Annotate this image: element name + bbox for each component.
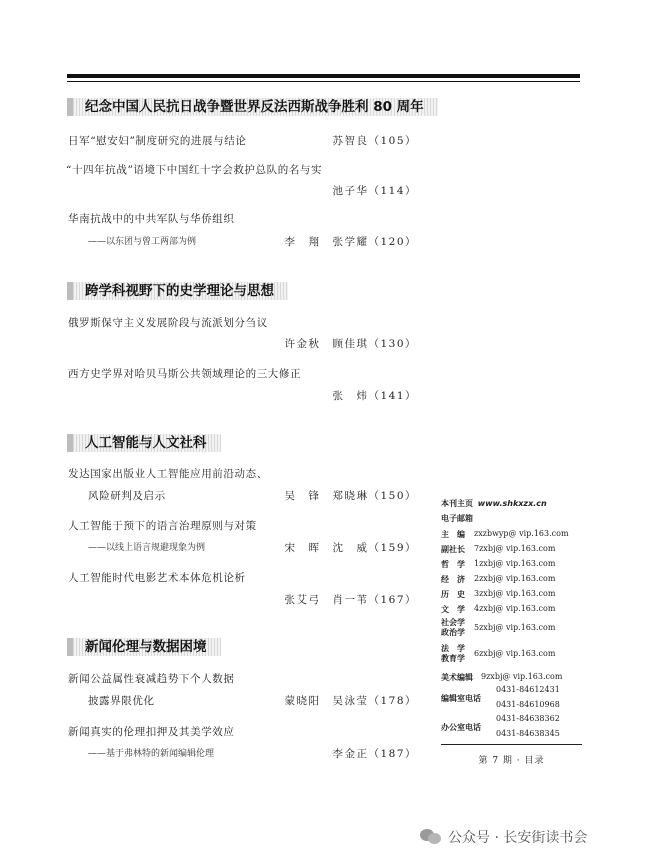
label-line: 教育学 <box>441 654 465 663</box>
email-label-history: 历 史 <box>441 590 465 599</box>
label-line: 法 学 <box>441 644 465 653</box>
email-label-philosophy: 哲 学 <box>441 560 465 569</box>
article-subtitle: ——以东团与曾工两部为例 <box>88 237 197 247</box>
article-author: 吴 锋 郑晓琳（150） <box>284 490 417 502</box>
article-title: 日军“慰安妇”制度研究的进展与结论 <box>68 135 247 147</box>
article-author: 李金正（187） <box>332 748 417 760</box>
section-heading-1: 纪念中国人民抗日战争暨世界反法西斯战争胜利 80 周年 <box>67 98 438 116</box>
email-value: zxzbwyp@ vip.163.com <box>474 529 569 538</box>
article-author: 蒙晓阳 吴泳莹（178） <box>284 695 417 707</box>
watermark <box>420 826 587 848</box>
homepage-row <box>441 498 547 509</box>
email-value: 4zxbj@ vip.163.com <box>474 604 556 613</box>
email-label-economics: 经 济 <box>441 575 465 584</box>
email-label-sociology <box>441 618 465 638</box>
email-label-chief-editor: 主 编 <box>441 530 465 539</box>
email-label: 电子邮箱 <box>441 514 473 523</box>
email-label-law <box>441 644 465 664</box>
art-editor-label: 美术编辑 <box>441 673 473 682</box>
article-title: 人工智能于预下的语言治理原则与对策 <box>68 520 257 532</box>
article-title: 华南抗战中的中共军队与华侨组织 <box>68 213 235 225</box>
section-heading-2: 跨学科视野下的史学理论与思想 <box>67 282 288 300</box>
email-value: 7zxbj@ vip.163.com <box>474 544 556 553</box>
article-author: 李 翔 张学耀（120） <box>284 236 417 248</box>
article-author: 许金秋 顾佳琪（130） <box>284 338 417 350</box>
article-author: 苏智良（105） <box>332 135 417 147</box>
wechat-icon <box>420 829 442 845</box>
article-title: 新闻真实的伦理扣押及其美学效应 <box>68 726 235 738</box>
article-title: 人工智能时代电影艺术本体危机论析 <box>68 572 246 584</box>
section-heading-4: 新闻伦理与数据困境 <box>67 638 221 656</box>
label-line: 政治学 <box>441 628 465 637</box>
article-subtitle: ——基于弗林特的新闻编辑伦理 <box>88 749 215 759</box>
section-heading-3: 人工智能与人文社科 <box>67 434 221 452</box>
email-value: 3zxbj@ vip.163.com <box>474 589 556 598</box>
article-author: 池子华（114） <box>332 185 417 197</box>
article-author: 宋 晖 沈 威（159） <box>284 542 417 554</box>
article-title: 俄罗斯保守主义发展阶段与流派划分刍议 <box>68 317 268 329</box>
office-phone-label: 办公室电话 <box>441 723 481 732</box>
email-value: 2zxbj@ vip.163.com <box>474 574 556 583</box>
article-title-continued: 披露界限优化 <box>88 695 155 707</box>
article-title: “十四年抗战”语境下中国红十字会救护总队的名与实 <box>66 164 323 176</box>
sidebar-bottom-rule <box>441 744 582 745</box>
phone-value: 0431-84612431 <box>496 685 560 694</box>
email-label-literature: 文 学 <box>441 605 465 614</box>
phone-value: 0431-84638362 <box>496 714 560 723</box>
email-label-deputy: 副社长 <box>441 545 465 554</box>
article-title: 发达国家出版业人工智能应用前沿动态、 <box>68 468 268 480</box>
watermark-text: 公众号 · 长安街读书会 <box>448 830 588 846</box>
email-value: 6zxbj@ vip.163.com <box>474 649 556 658</box>
phone-value: 0431-84638345 <box>496 729 560 738</box>
top-rule-thick <box>67 74 580 78</box>
issue-footer: 第 7 期 · 目录 <box>478 756 545 766</box>
article-title: 新闻公益属性衰减趋势下个人数据 <box>68 673 235 685</box>
article-title: 西方史学界对哈贝马斯公共领域理论的三大修正 <box>68 368 302 380</box>
email-value: 9zxbj@ vip.163.com <box>481 672 563 681</box>
article-author: 张 炜（141） <box>332 390 417 402</box>
homepage-label: 本刊主页 <box>441 499 473 508</box>
article-title-continued: 风险研判及启示 <box>88 490 166 502</box>
email-value: 1zxbj@ vip.163.com <box>474 559 556 568</box>
homepage-url: www.shkxzx.cn <box>477 499 547 508</box>
article-author: 张艾弓 肖一苇（167） <box>284 594 417 606</box>
article-subtitle: ——以线上语言规避现象为例 <box>88 543 206 553</box>
phone-value: 0431-84610968 <box>496 700 560 709</box>
top-rule-thin <box>67 81 580 82</box>
label-line: 社会学 <box>441 618 465 627</box>
editorial-phone-label: 编辑室电话 <box>441 694 481 703</box>
email-value: 5zxbj@ vip.163.com <box>474 623 556 632</box>
